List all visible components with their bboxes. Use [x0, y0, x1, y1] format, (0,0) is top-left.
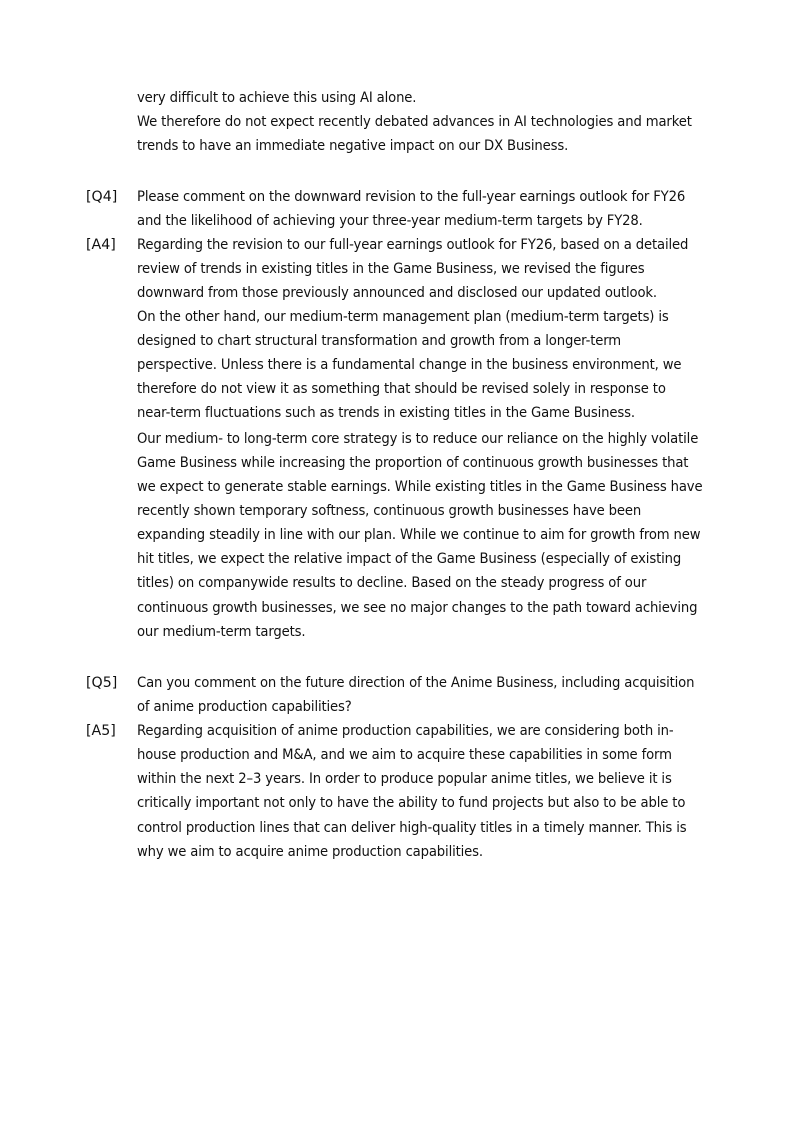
answer-line: recently shown temporary softness, continuous growth businesses have been	[137, 503, 642, 519]
question-line: Can you comment on the future direction of the Anime Business, including acquisition	[137, 675, 695, 691]
question-label: [Q5]	[86, 675, 118, 691]
question-line: of anime production capabilities?	[137, 699, 352, 715]
answer-line: our medium-term targets.	[137, 624, 306, 640]
answer-line: Game Business while increasing the proportion of continuous growth businesses that	[137, 455, 689, 471]
answer-label: [A5]	[86, 723, 116, 739]
answer-line: perspective. Unless there is a fundamental change in the business environment, we	[137, 357, 682, 373]
answer-line: therefore do not view it as something that should be revised solely in response to	[137, 381, 666, 397]
answer-line: expanding steadily in line with our plan. While we continue to aim for growth from new	[137, 527, 701, 543]
answer-line: within the next 2–3 years. In order to produce popular anime titles, we believe it is	[137, 771, 672, 787]
answer-line: designed to chart structural transformation and growth from a longer-term	[137, 333, 622, 349]
answer-line: titles) on companywide results to decline. Based on the steady progress of our	[137, 575, 647, 591]
answer-line: why we aim to acquire anime production capabilities.	[137, 844, 483, 860]
answer-line: control production lines that can deliver high-quality titles in a timely manner. This is	[137, 820, 687, 836]
answer-line: On the other hand, our medium-term management plan (medium-term targets) is	[137, 309, 669, 325]
text-line: We therefore do not expect recently debated advances in AI technologies and market	[137, 114, 692, 130]
answer-line: we expect to generate stable earnings. While existing titles in the Game Business have	[137, 479, 703, 495]
answer-line: near-term fluctuations such as trends in existing titles in the Game Business.	[137, 405, 635, 421]
answer-line: hit titles, we expect the relative impact of the Game Business (especially of existing	[137, 551, 682, 567]
answer-line: critically important not only to have the ability to fund projects but also to be able to	[137, 795, 686, 811]
question-label: [Q4]	[86, 189, 118, 205]
text-line: trends to have an immediate negative impact on our DX Business.	[137, 138, 569, 154]
answer-line: Our medium- to long-term core strategy is to reduce our reliance on the highly volatile	[137, 431, 699, 447]
answer-line: continuous growth businesses, we see no major changes to the path toward achieving	[137, 600, 698, 616]
question-line: and the likelihood of achieving your three-year medium-term targets by FY28.	[137, 213, 643, 229]
answer-line: house production and M&A, and we aim to acquire these capabilities in some form	[137, 747, 672, 763]
answer-line: review of trends in existing titles in the Game Business, we revised the figures	[137, 261, 645, 277]
answer-line: Regarding acquisition of anime production capabilities, we are considering both in-	[137, 723, 674, 739]
answer-label: [A4]	[86, 237, 116, 253]
text-line: very difficult to achieve this using AI alone.	[137, 90, 417, 106]
answer-line: downward from those previously announced and disclosed our updated outlook.	[137, 285, 657, 301]
question-line: Please comment on the downward revision to the full-year earnings outlook for FY26	[137, 189, 686, 205]
answer-line: Regarding the revision to our full-year earnings outlook for FY26, based on a detailed	[137, 237, 689, 253]
